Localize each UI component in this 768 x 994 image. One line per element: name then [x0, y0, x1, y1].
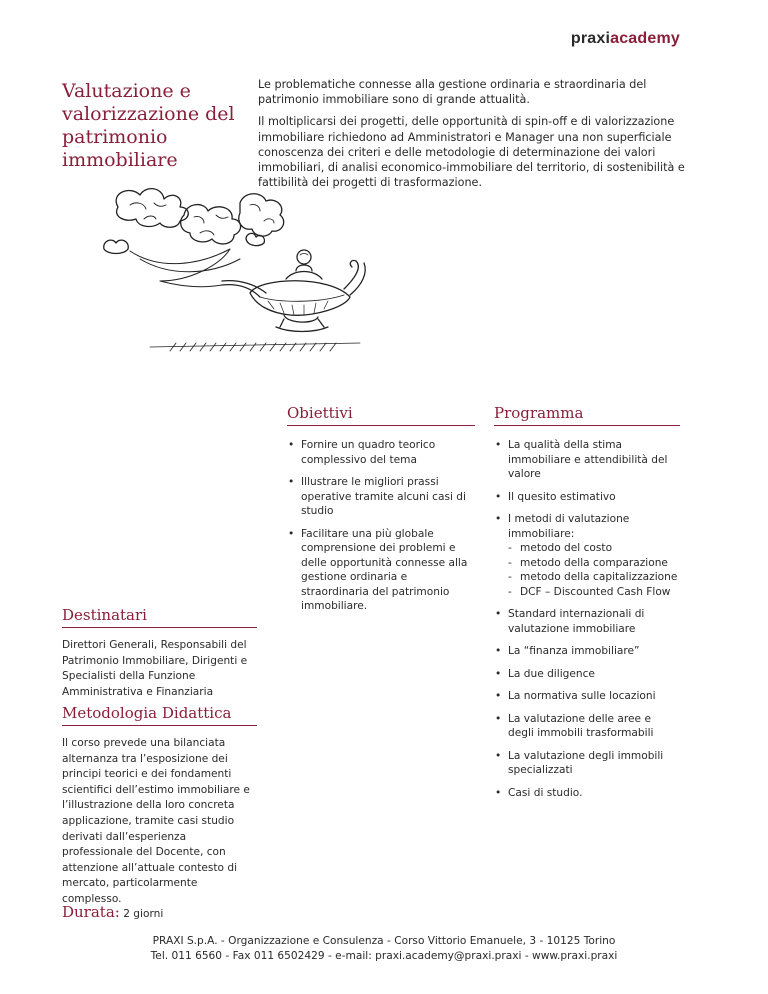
sub-list-item: - metodo della comparazione — [508, 556, 680, 571]
sub-list-item: - metodo della capitalizzazione — [508, 570, 680, 585]
sub-list — [508, 541, 680, 599]
footer — [0, 934, 768, 964]
programma-list — [494, 438, 680, 800]
metodologia-text: Il corso prevede una bilanciata alternanza tra l’esposizione dei principi teorici e dei fondamenti scientifici dell’estimo immobiliare e l’illustrazione della loro concreta applicazione, tramite casi studio derivati dall’esperienza professionale del Docente, con attenzione all’attuale contesto di mercato, particolarmente complesso. — [62, 737, 250, 905]
durata-label: Durata: — [62, 903, 120, 921]
praxi-academy-logo — [571, 30, 680, 48]
list-item: • La valutazione degli immobili specializzati — [494, 749, 680, 778]
list-item: • Fornire un quadro teorico complessivo del tema — [287, 438, 475, 467]
durata-line — [62, 903, 163, 921]
intro-paragraph: Il moltiplicarsi dei progetti, delle opportunità di spin-off e di valorizzazione immobiliare richiedono ad Amministratori e Manager una non superficiale conoscenza dei criteri e delle metodologie di determinazione dei valori immobiliari, di analisi economico-immobiliare del territorio, di sostenibilità e fattibilità dei progetti di trasformazione. — [258, 115, 685, 190]
list-item: • Illustrare le migliori prassi operative tramite alcuni casi di studio — [287, 475, 475, 519]
list-item: • Standard internazionali di valutazione immobiliare — [494, 607, 680, 636]
logo-part-praxi: praxi — [570, 30, 611, 47]
programma-heading: Programma — [494, 404, 680, 426]
sub-list-item: - metodo del costo — [508, 541, 680, 556]
metodologia-section — [62, 704, 257, 908]
footer-contacts: Tel. 011 6560 - Fax 011 6502429 - e-mail: praxi.academy@praxi.praxi - www.praxi.praxi — [150, 950, 618, 962]
list-item: • Il quesito estimativo — [494, 490, 680, 505]
metodologia-heading: Metodologia Didattica — [62, 704, 257, 726]
list-item — [494, 512, 680, 599]
obiettivi-list — [287, 438, 475, 614]
list-item: • La qualità della stima immobiliare e attendibilità del valore — [494, 438, 680, 482]
list-item: • Casi di studio. — [494, 786, 680, 801]
destinatari-text: Direttori Generali, Responsabili del Patrimonio Immobiliare, Dirigenti e Specialisti della Funzione Amministrativa e Finanziaria — [62, 639, 248, 698]
obiettivi-section — [287, 404, 475, 622]
list-item: • La due diligence — [494, 667, 680, 682]
destinatari-heading: Destinatari — [62, 606, 257, 628]
list-item-label: I metodi di valutazione immobiliare: — [508, 513, 630, 540]
list-item: • La valutazione delle aree e degli immobili trasformabili — [494, 712, 680, 741]
sub-list-item: - DCF – Discounted Cash Flow — [508, 585, 680, 600]
programma-section — [494, 404, 680, 808]
list-item: • La normativa sulle locazioni — [494, 689, 680, 704]
durata-value: 2 giorni — [123, 908, 164, 920]
destinatari-section — [62, 606, 257, 700]
footer-address: PRAXI S.p.A. - Organizzazione e Consulenza - Corso Vittorio Emanuele, 3 - 10125 Torino — [152, 935, 616, 947]
logo-part-academy: academy — [610, 30, 680, 47]
list-item: • Facilitare una più globale comprensione dei problemi e delle opportunità connesse alla gestione ordinaria e straordinaria del patrimonio immobiliare. — [287, 527, 475, 614]
list-item: • La “finanza immobiliare” — [494, 644, 680, 659]
intro-text — [258, 77, 688, 197]
intro-paragraph: Le problematiche connesse alla gestione ordinaria e straordinaria del patrimonio immobiliare sono di grande attualità. — [258, 78, 647, 107]
page-title: Valutazione e valorizzazione del patrimonio immobiliare — [62, 80, 235, 171]
obiettivi-heading: Obiettivi — [287, 404, 475, 426]
magic-lamp-illustration — [100, 185, 370, 355]
